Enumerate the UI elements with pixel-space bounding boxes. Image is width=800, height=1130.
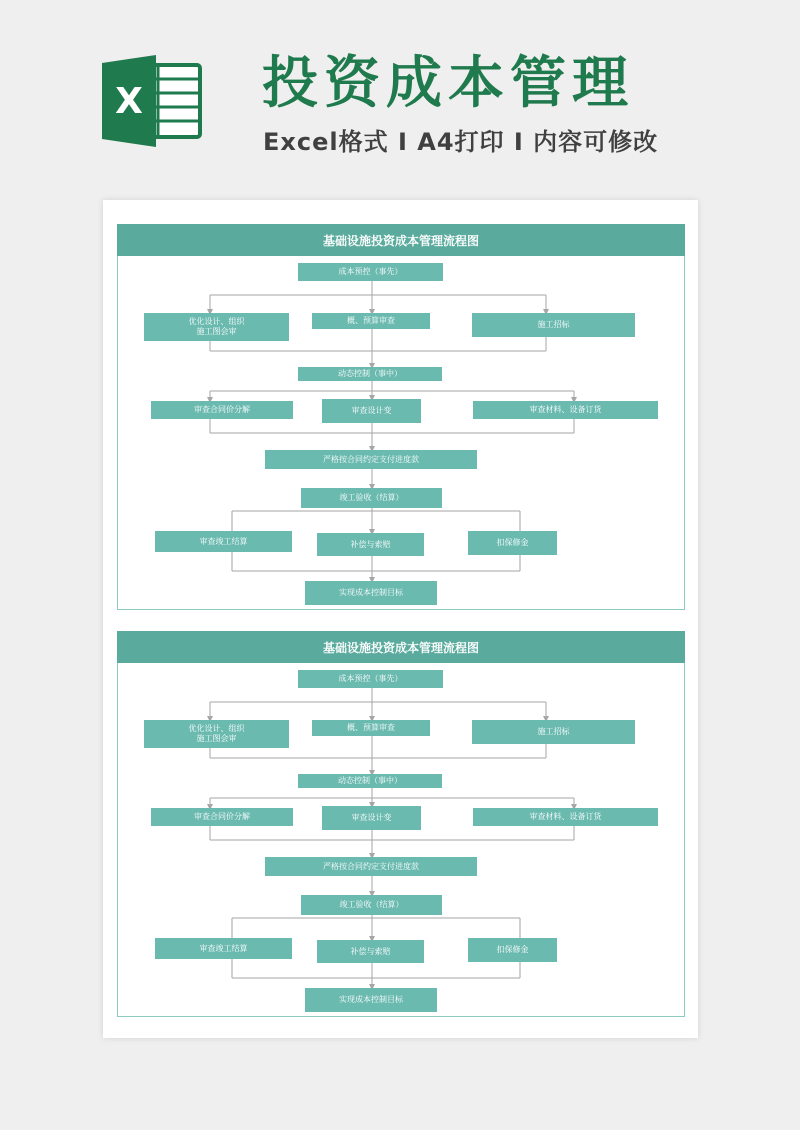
node-contract-price: 审查合同价分解 — [151, 808, 293, 826]
node-pre-control: 成本预控（事先） — [298, 263, 443, 281]
node-final-settlement: 审查竣工结算 — [155, 938, 292, 959]
node-compensation: 补偿与索赔 — [317, 940, 424, 963]
flowchart-title: 基础设施投资成本管理流程图 — [117, 631, 685, 663]
node-progress-payment: 严格按合同约定支付进度款 — [265, 857, 477, 876]
node-design-review: 优化设计、组织 施工图会审 — [144, 313, 289, 341]
flowchart-title: 基础设施投资成本管理流程图 — [117, 224, 685, 256]
node-design-change: 审查设计变 — [322, 399, 421, 423]
excel-icon — [100, 55, 204, 147]
node-design-review: 优化设计、组织 施工图会审 — [144, 720, 289, 748]
node-tender: 施工招标 — [472, 720, 635, 744]
node-budget-review: 概、预算审查 — [312, 720, 430, 736]
node-design-change: 审查设计变 — [322, 806, 421, 830]
document-sheet — [103, 200, 698, 1038]
flowchart-panel — [117, 224, 685, 610]
node-contract-price: 审查合同价分解 — [151, 401, 293, 419]
node-cost-goal: 实现成本控制目标 — [305, 581, 437, 605]
node-materials-order: 审查材料、设备订货 — [473, 401, 658, 419]
page-subtitle: Excel格式 I A4打印 I 内容可修改 — [263, 128, 659, 156]
node-cost-goal: 实现成本控制目标 — [305, 988, 437, 1012]
node-pre-control: 成本预控（事先） — [298, 670, 443, 688]
node-dynamic-control: 动态控制（事中） — [298, 774, 442, 788]
node-final-settlement: 审查竣工结算 — [155, 531, 292, 552]
node-acceptance: 竣工验收（结算） — [301, 895, 442, 915]
page-title: 投资成本管理 — [262, 51, 634, 116]
node-budget-review: 概、预算审查 — [312, 313, 430, 329]
node-compensation: 补偿与索赔 — [317, 533, 424, 556]
node-tender: 施工招标 — [472, 313, 635, 337]
node-retention: 扣保修金 — [468, 531, 557, 555]
logo-letter: X — [115, 81, 143, 122]
node-progress-payment: 严格按合同约定支付进度款 — [265, 450, 477, 469]
node-retention: 扣保修金 — [468, 938, 557, 962]
flowchart-panel — [117, 631, 685, 1017]
node-dynamic-control: 动态控制（事中） — [298, 367, 442, 381]
node-materials-order: 审查材料、设备订货 — [473, 808, 658, 826]
page-header — [0, 0, 800, 190]
node-acceptance: 竣工验收（结算） — [301, 488, 442, 508]
